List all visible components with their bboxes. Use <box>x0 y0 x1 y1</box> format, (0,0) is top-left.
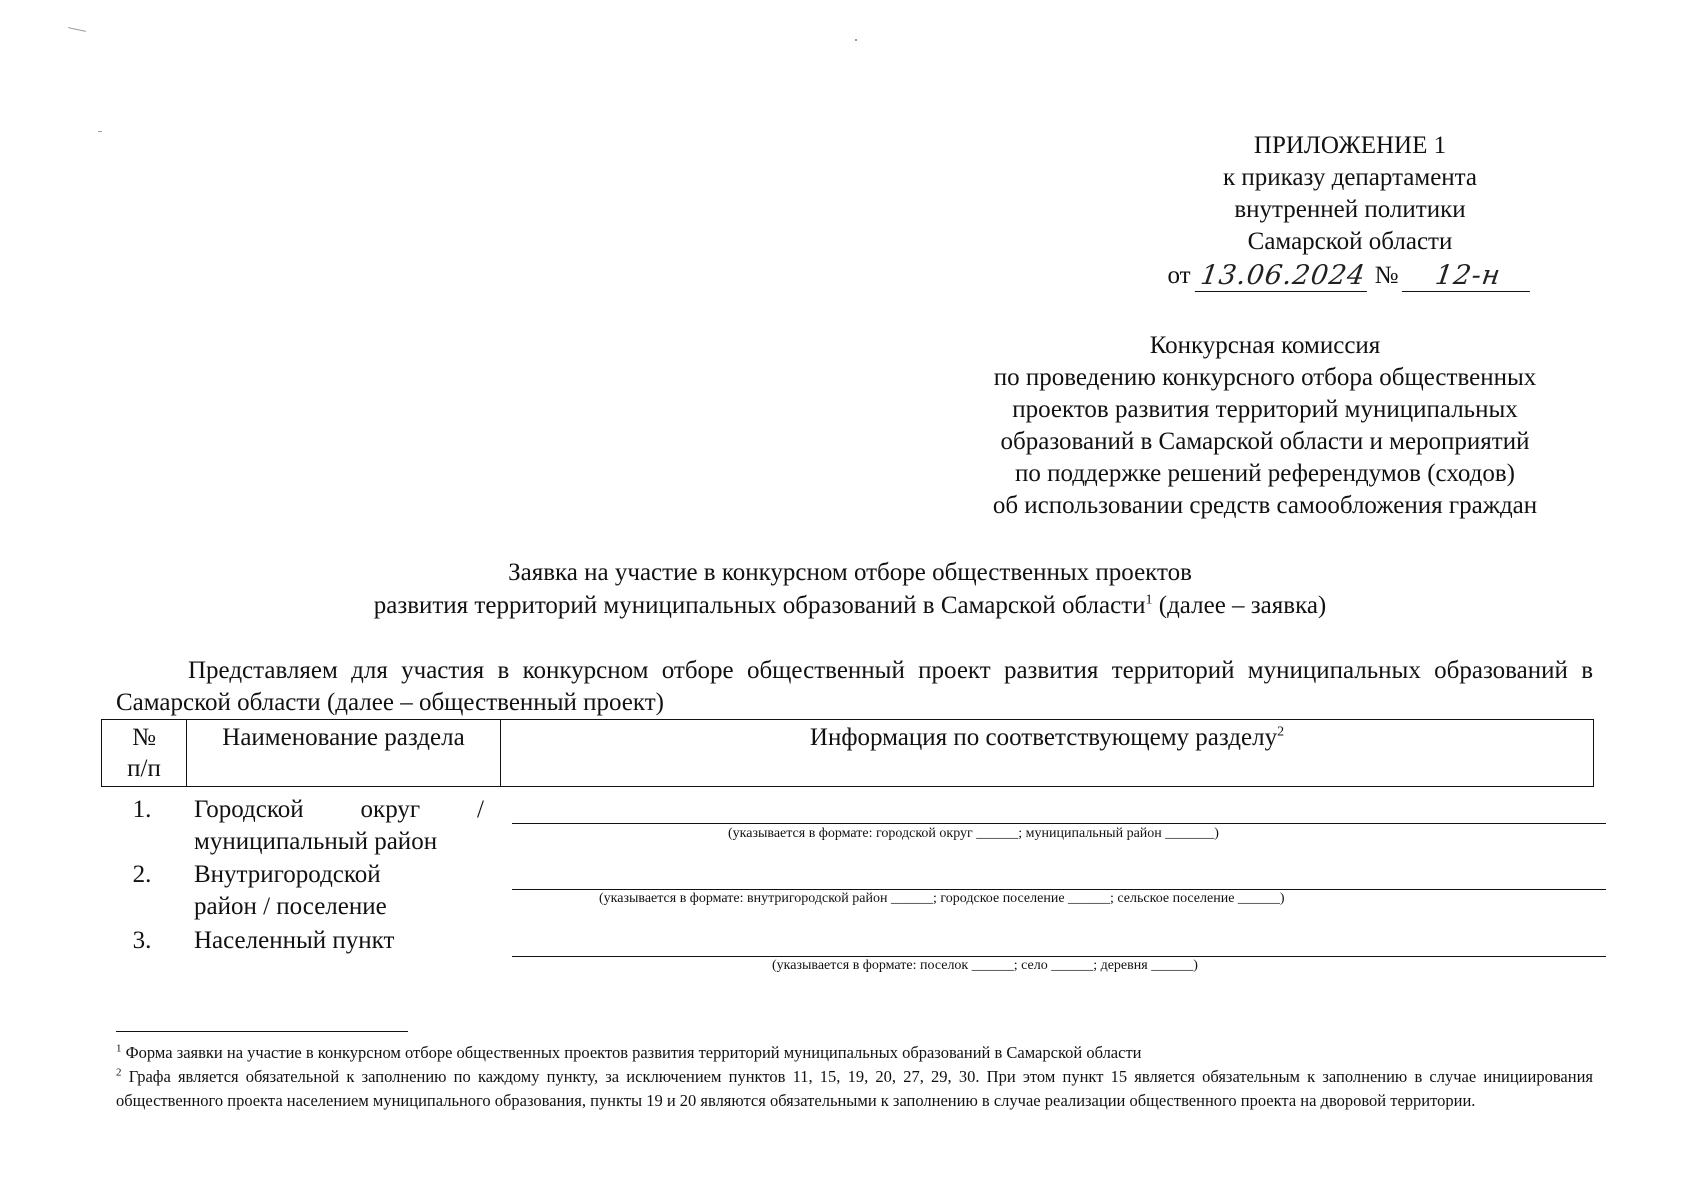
row-hint: (указывается в формате: поселок ______; село ______; деревня ______) <box>772 958 1198 973</box>
col-header-info <box>501 720 1594 787</box>
commission-line: образований в Самарской области и мероприятий <box>1000 428 1530 455</box>
footnote-text: Форма заявки на участие в конкурсном отборе общественных проектов развития территорий муниципальных образований в Самарской области <box>121 1043 1142 1062</box>
title-line-2-main: развития территорий муниципальных образований в Самарской области <box>373 592 1146 619</box>
scan-speck <box>68 27 86 32</box>
commission-line: проектов развития территорий муниципальных <box>1012 396 1518 423</box>
row-number: 2. <box>132 861 152 888</box>
footnote-1 <box>116 1041 1593 1065</box>
order-number-handwritten: 12-н <box>1402 261 1534 292</box>
commission-line: по поддержке решений референдумов (сходов) <box>1015 460 1515 487</box>
row-name-line: район / поселение <box>194 893 387 920</box>
document-title <box>200 556 1500 622</box>
footnote-separator <box>116 1031 408 1032</box>
col-header-name <box>187 720 501 787</box>
row-fill-line[interactable] <box>512 889 1606 890</box>
scan-speck <box>855 39 857 41</box>
col-header-info-label: Информация по соответствующему разделу <box>809 724 1278 751</box>
form-row <box>112 859 1596 923</box>
row-hint: (указывается в формате: городской округ ______; муниципальный район _______) <box>728 826 1219 841</box>
col-header-number-text: № п/п <box>127 724 161 782</box>
appendix-line: внутренней политики <box>1234 196 1466 223</box>
title-line-2-tail: (далее – заявка) <box>1152 592 1327 619</box>
commission-addressee <box>935 330 1595 522</box>
appendix-line: Самарской области <box>1247 228 1453 255</box>
footnote-mark: 2 <box>116 1066 122 1079</box>
scan-speck <box>98 131 102 132</box>
commission-line: по проведению конкурсного отбора общественных <box>993 364 1537 391</box>
col-header-name-text: Наименование раздела <box>222 724 465 751</box>
footnotes <box>116 1041 1593 1113</box>
row-number: 1. <box>132 796 152 823</box>
title-line-2 <box>200 589 1500 622</box>
title-line-1: Заявка на участие в конкурсном отборе общественных проектов <box>508 559 1192 586</box>
appendix-block <box>1150 130 1550 292</box>
row-fill-line[interactable] <box>512 956 1606 957</box>
footnote-ref-1: 1 <box>1145 592 1153 608</box>
appendix-line: к приказу департамента <box>1222 164 1478 191</box>
row-name-line: Внутригородской <box>194 861 381 888</box>
col-header-info-text <box>501 722 1593 753</box>
col-header-number <box>102 720 187 787</box>
row-name-line: муниципальный район <box>194 828 438 855</box>
intro-paragraph: Представляем для участия в конкурсном отборе общественный проект развития территорий муниципальных образований в Самарской области (далее – общественный проект) <box>116 657 1593 716</box>
row-name-line: Городской округ / <box>194 796 484 823</box>
appendix-title: ПРИЛОЖЕНИЕ 1 <box>1253 132 1447 159</box>
order-date-handwritten: 13.06.2024 <box>1194 261 1370 292</box>
commission-line: Конкурсная комиссия <box>1149 332 1381 359</box>
number-label: № <box>1374 262 1399 289</box>
footnote-ref-2: 2 <box>1277 724 1285 740</box>
row-name-line: Населенный пункт <box>194 927 395 954</box>
form-row <box>112 925 1596 973</box>
row-fill-line[interactable] <box>512 823 1606 824</box>
row-hint: (указывается в формате: внутригородской район ______; городское поселение ______; сельское поселение ______) <box>599 891 1285 906</box>
form-header-table <box>101 719 1594 787</box>
from-label: от <box>1167 262 1191 289</box>
footnote-mark: 1 <box>116 1042 122 1055</box>
form-row <box>112 794 1596 858</box>
footnote-text: Графа является обязательной к заполнению по каждому пункту, за исключением пунктов 11, 15, 19, 20, 27, 29, 30. При этом пункт 15 является обязательным к заполнению в случае инициирования общественного проекта населением муниципального образования, пункты 19 и 20 являются обязательными к заполнению в случае реализации общественного проекта на дворовой территории. <box>116 1067 1593 1110</box>
footnote-2 <box>116 1065 1593 1113</box>
commission-line: об использовании средств самообложения граждан <box>992 492 1538 519</box>
order-date-number <box>1150 260 1550 292</box>
row-number: 3. <box>132 927 152 954</box>
